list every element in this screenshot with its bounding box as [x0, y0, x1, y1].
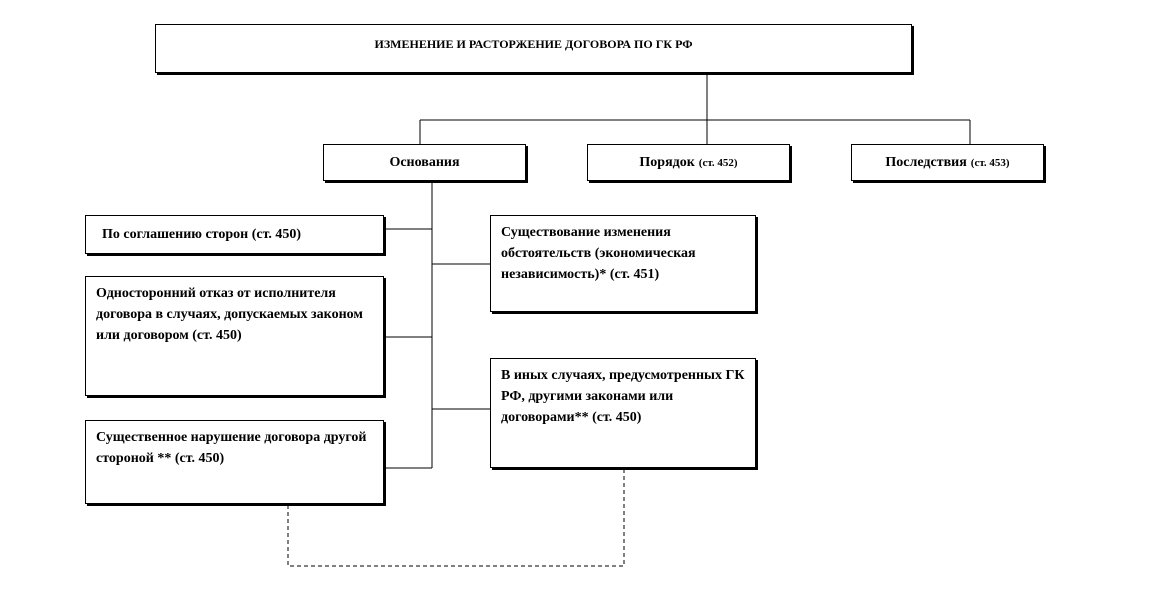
ground-odnostoronniy-box: [85, 276, 384, 396]
ground-odnostoronniy-text: Односторонний отказ от исполнителя договора в случаях, допускаемых законом или договором (ст. 450): [96, 286, 363, 343]
ground-narushenie-text: Существенное нарушение договора другой стороной ** (ст. 450): [96, 430, 367, 466]
header-osnovaniya: [323, 144, 526, 181]
header-osnovaniya-label: Основания: [389, 154, 460, 170]
ground-narushenie-box: [85, 420, 384, 504]
ground-soglashenie-text: По соглашению сторон (ст. 450): [102, 227, 302, 242]
header-poryadok-label: Порядок: [639, 154, 695, 170]
ground-obstoyatelstva-box: [490, 215, 756, 312]
header-poryadok: [587, 144, 790, 181]
header-poryadok-ref: (ст. 452): [698, 156, 738, 169]
ground-inye-sluchai-text: В иных случаях, предусмотренных ГК РФ, другими законами или договорами** (ст. 450): [501, 368, 745, 425]
diagram-title-text: ИЗМЕНЕНИЕ И РАСТОРЖЕНИЕ ДОГОВОРА ПО ГК РФ: [374, 37, 693, 51]
ground-obstoyatelstva-text: Существование изменения обстоятельств (экономическая независимость)* (ст. 451): [501, 225, 696, 282]
header-posledstviya: [851, 144, 1044, 181]
ground-soglashenie-box: [85, 215, 384, 254]
header-posledstviya-label: Последствия: [885, 154, 967, 170]
diagram-title: [155, 24, 912, 73]
ground-inye-sluchai-box: [490, 358, 756, 468]
header-posledstviya-ref: (ст. 453): [970, 156, 1010, 169]
